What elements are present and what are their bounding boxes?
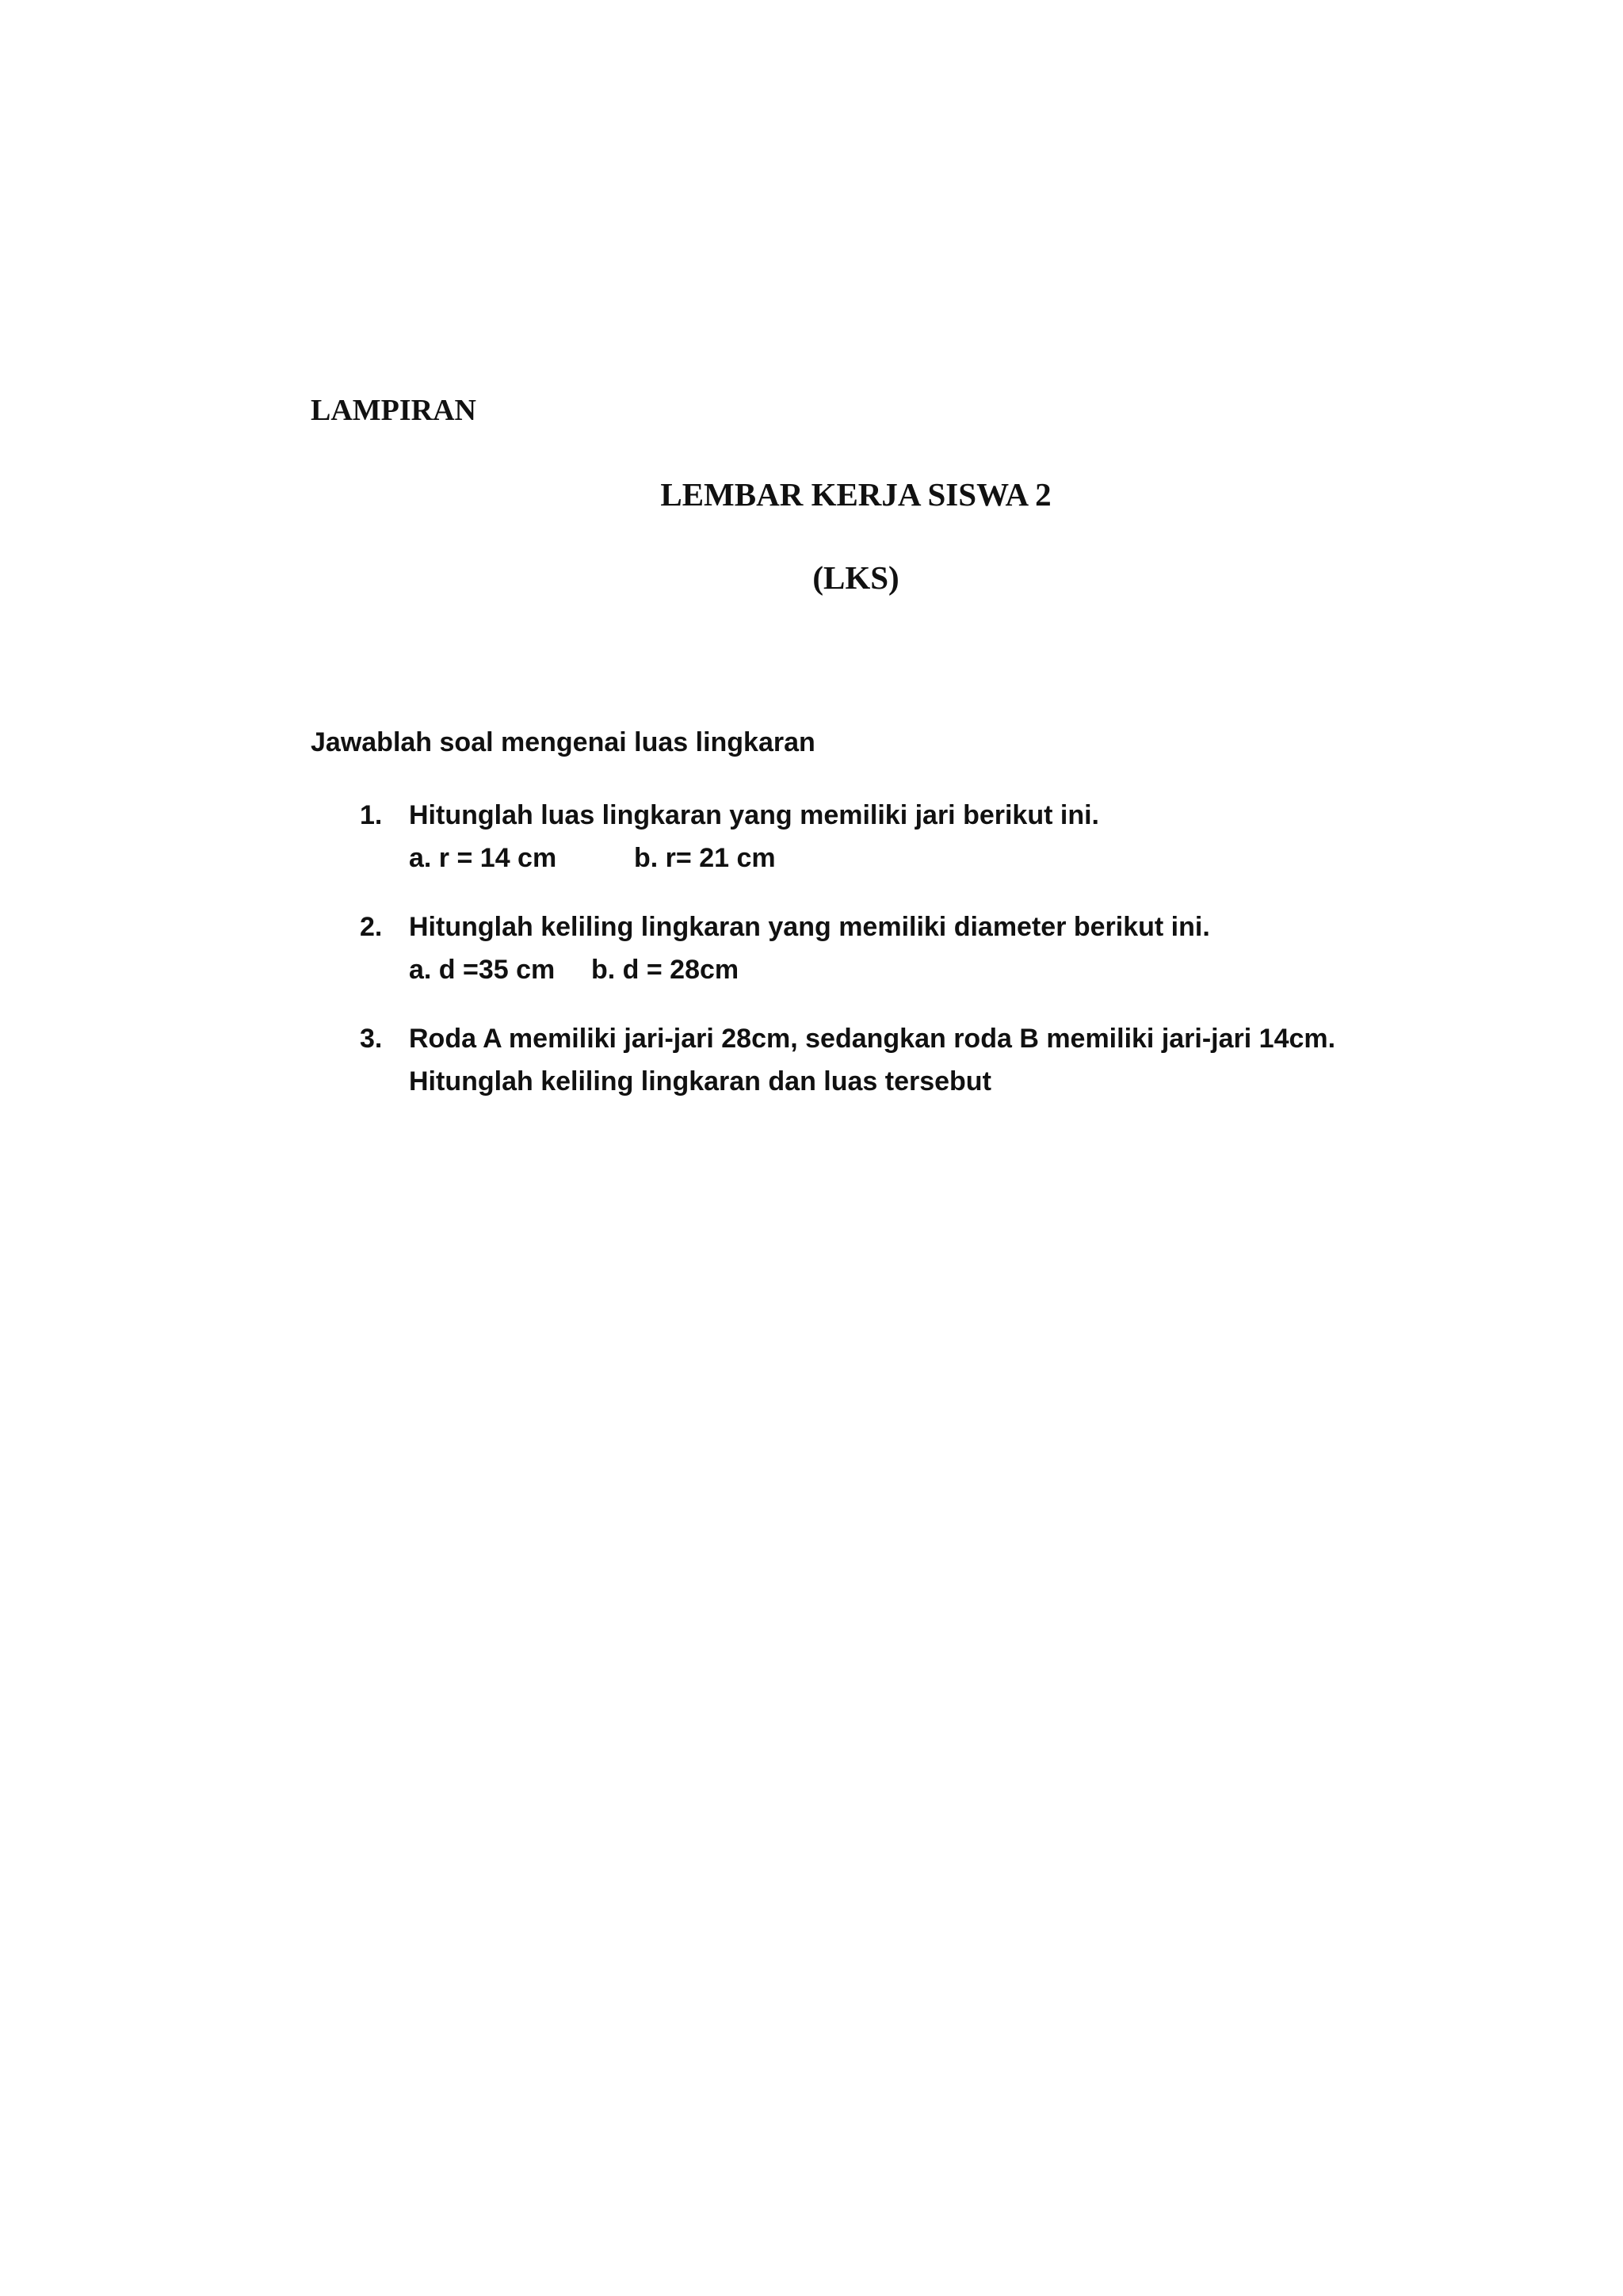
question-body [409,906,1210,991]
option-a: a. r = 14 cm [409,843,557,873]
question-body [409,794,1099,879]
worksheet-subtitle: (LKS) [812,559,899,596]
question-number: 2. [360,912,383,942]
question-text: Hitunglah luas lingkaran yang memiliki jari berikut ini. [409,800,1099,830]
option-b: b. d = 28cm [591,955,739,985]
question-continuation: Hitunglah keliling lingkaran dan luas tersebut [409,1066,991,1097]
question-text: Hitunglah keliling lingkaran yang memiliki diameter berikut ini. [409,912,1210,942]
question-text: Roda A memiliki jari-jari 28cm, sedangkan roda B memiliki jari-jari 14cm. [409,1024,1336,1054]
appendix-label: LAMPIRAN [311,394,476,427]
question-options [409,837,1099,879]
question-number: 3. [360,1024,383,1054]
option-a: a. d =35 cm [409,955,556,985]
instruction-text: Jawablah soal mengenai luas lingkaran [311,727,815,757]
question-body [409,1017,1335,1103]
worksheet-title: LEMBAR KERJA SISWA 2 [660,476,1052,513]
question-number: 1. [360,800,383,830]
question-options [409,948,1210,991]
option-b: b. r= 21 cm [634,843,776,873]
